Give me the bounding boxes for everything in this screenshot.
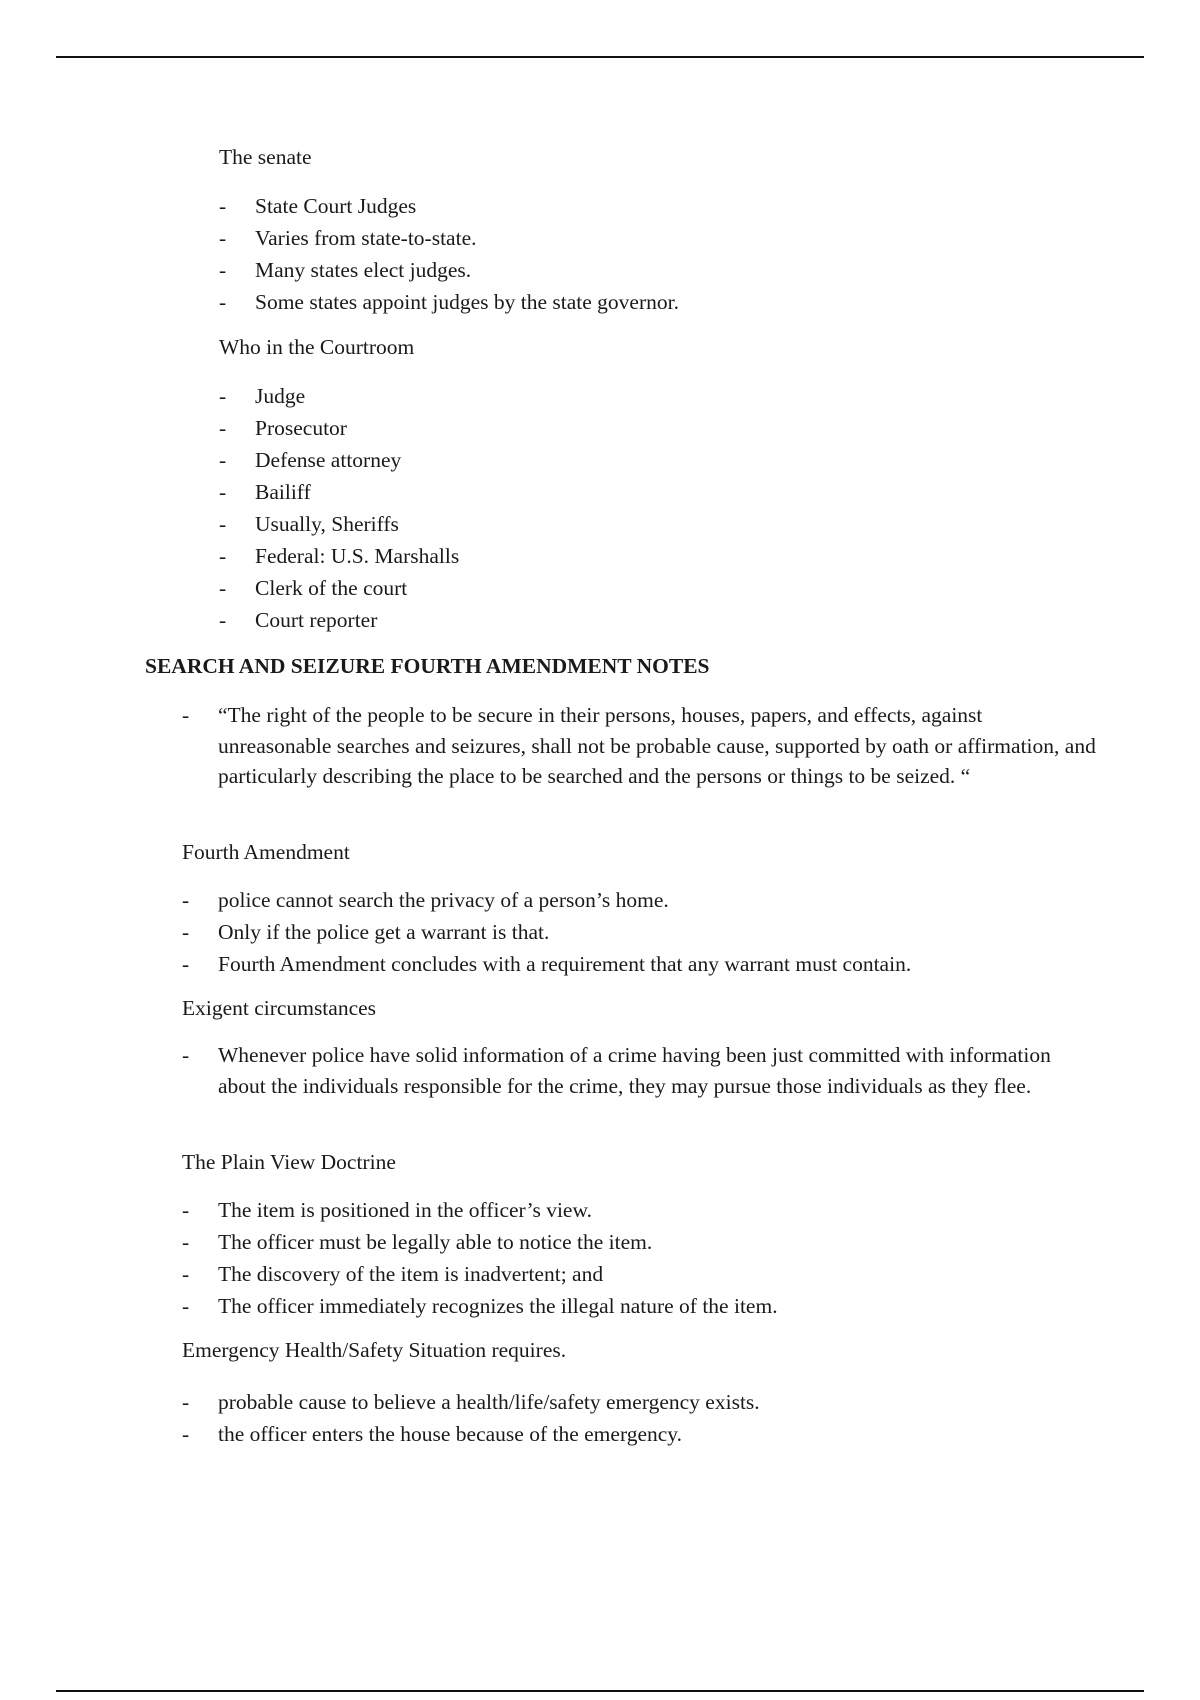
quote-text: “The right of the people to be secure in their persons, houses, papers, and effects, against unreasonable searches and seizures, shall not be probable cause, supported by oath or affirmation, and particularly describing the place to be searched and the persons or things to be seized. “: [218, 703, 1096, 788]
section-heading: SEARCH AND SEIZURE FOURTH AMENDMENT NOTES: [145, 654, 710, 678]
list-item: - probable cause to believe a health/life/safety emergency exists.: [182, 1390, 760, 1414]
list-fourth-amendment: [182, 884, 911, 980]
list-item: - The item is positioned in the officer’s view.: [182, 1198, 592, 1222]
list-courtroom: [219, 380, 459, 636]
list-item: - State Court Judges: [219, 194, 417, 218]
label-who-in-courtroom: Who in the Courtroom: [219, 335, 415, 359]
list-item: - Judge: [219, 384, 306, 408]
top-rule: [56, 56, 1144, 58]
list-item: - police cannot search the privacy of a person’s home.: [182, 888, 669, 912]
list-item: - Prosecutor: [219, 416, 347, 440]
list-item: - Only if the police get a warrant is that.: [182, 920, 550, 944]
label-emergency-health-safety: Emergency Health/Safety Situation requires.: [182, 1338, 567, 1362]
list-item: - The discovery of the item is inadvertent; and: [182, 1262, 604, 1286]
list-item: - the officer enters the house because of the emergency.: [182, 1422, 683, 1446]
list-plain-view: [182, 1194, 778, 1322]
list-item: - Usually, Sheriffs: [219, 512, 399, 536]
list-item: - The officer immediately recognizes the illegal nature of the item.: [182, 1294, 778, 1318]
label-the-senate: The senate: [219, 145, 312, 169]
list-item: - Some states appoint judges by the state governor.: [219, 290, 679, 314]
label-exigent-circumstances: Exigent circumstances: [182, 996, 377, 1020]
list-item: - Court reporter: [219, 608, 378, 632]
label-plain-view-doctrine: The Plain View Doctrine: [182, 1150, 396, 1174]
list-item: - The officer must be legally able to notice the item.: [182, 1230, 653, 1254]
bottom-rule: [56, 1690, 1144, 1692]
label-fourth-amendment: Fourth Amendment: [182, 840, 350, 864]
list-item: - Federal: U.S. Marshalls: [219, 544, 460, 568]
list-emergency: [182, 1386, 760, 1450]
list-item: - Clerk of the court: [219, 576, 408, 600]
list-item: - Varies from state-to-state.: [219, 226, 477, 250]
list-item: - Defense attorney: [219, 448, 402, 472]
list-item: - Many states elect judges.: [219, 258, 472, 282]
list-item: - Fourth Amendment concludes with a requirement that any warrant must contain.: [182, 952, 912, 976]
list-senate: [219, 190, 679, 318]
list-item: - Bailiff: [219, 480, 311, 504]
